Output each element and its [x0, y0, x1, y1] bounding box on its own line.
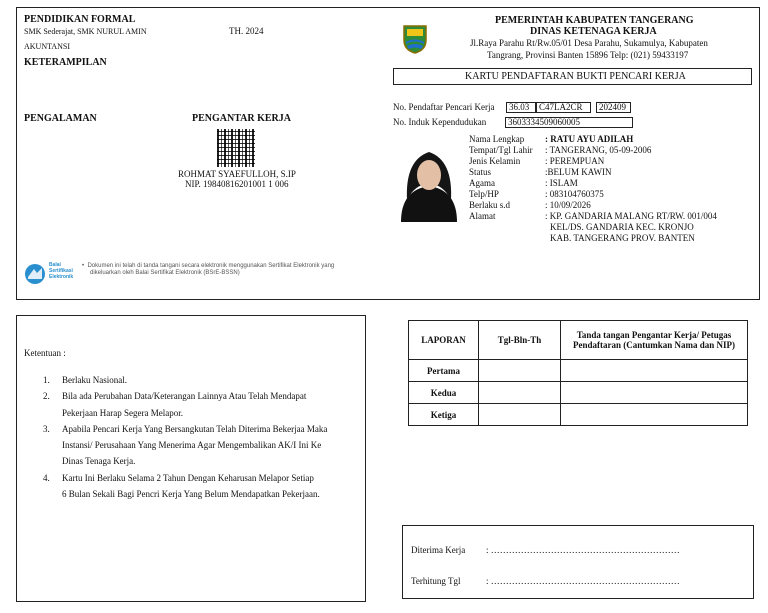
school-name: SMK Sederajat, SMK NURUL AMIN	[24, 27, 147, 36]
person-field-value: : 10/09/2026	[545, 200, 591, 210]
bsre-note-line: dikeluarkan oleh Balai Sertifikat Elektronik (BSrE-BSSN)	[90, 270, 240, 276]
bsre-note-text: Dokumen ini telah di tanda tangani secara elektronik menggunakan Sertifikat Elektronik yang	[87, 263, 335, 269]
laporan-signature-cell	[561, 360, 748, 382]
laporan-signature-cell	[561, 404, 748, 426]
person-row	[469, 211, 759, 222]
laporan-header: Tgl-Bln-Th	[479, 321, 561, 360]
no-pendaftar-part: C47LA2CR	[536, 102, 591, 113]
person-field-value: : PEREMPUAN	[545, 156, 605, 166]
ketentuan-item-text	[62, 470, 320, 503]
bsre-logo-line: Sertifikasi	[49, 268, 73, 274]
ketentuan-item-text	[62, 372, 127, 388]
ketentuan-item-line: Dinas Tenaga Kerja.	[62, 456, 136, 467]
major: AKUNTANSI	[24, 42, 71, 51]
ketentuan-item-number: 2.	[43, 391, 50, 402]
ketentuan-item-number: 1.	[43, 375, 50, 385]
person-row	[469, 189, 759, 200]
person-field-label: Nama Lengkap	[469, 134, 525, 144]
no-pendaftar-part: 36.03	[506, 102, 536, 113]
header-line-1: PEMERINTAH KABUPATEN TANGERANG	[495, 15, 694, 26]
alamat-continuation: KEL/DS. GANDARIA KEC. KRONJO	[550, 222, 694, 232]
laporan-date-cell	[479, 360, 561, 382]
laporan-date-cell	[479, 404, 561, 426]
person-field-value: : KP. GANDARIA MALANG RT/RW. 001/004	[545, 211, 717, 221]
person-row	[469, 145, 759, 156]
ketentuan-item-line: 6 Bulan Sekali Bagi Pencri Kerja Yang Belum Mendapatkan Pekerjaan.	[62, 489, 320, 500]
person-field-label: Telp/HP	[469, 189, 499, 199]
ketentuan-item-line: Kartu Ini Berlaku Selama 2 Tahun Dengan Keharusan Melapor Setiap	[62, 472, 314, 483]
ketentuan-item-text	[62, 388, 306, 421]
person-field-value: : 083104760375	[545, 189, 604, 199]
person-field-value: : RATU AYU ADILAH	[545, 134, 634, 144]
no-pendaftar-label: No. Pendaftar Pencari Kerja	[393, 102, 495, 112]
laporan-table	[408, 320, 748, 426]
laporan-row-label: Pertama	[409, 360, 479, 382]
header-address-2: Tangrang, Provinsi Banten 15896 Telp: (021) 59433197	[487, 50, 689, 60]
officer-name: ROHMAT SYAEFULLOH, S.IP	[178, 169, 296, 179]
ketentuan-item-line: Berlaku Nasional.	[62, 375, 127, 385]
person-field-label: Jenis Kelamin	[469, 156, 521, 166]
person-field-label: Agama	[469, 178, 495, 188]
person-row	[469, 178, 759, 189]
card-title: KARTU PENDAFTARAN BUKTI PENCARI KERJA	[465, 71, 686, 82]
graduation-year: TH. 2024	[229, 26, 264, 36]
ketentuan-item-line: Apabila Pencari Kerja Yang Bersangkutan Telah Diterima Bekerjaa Maka	[62, 423, 328, 434]
diterima-label: Diterima Kerja	[411, 545, 466, 555]
person-field-label: Berlaku s.d	[469, 200, 510, 210]
diterima-box	[402, 525, 754, 599]
person-field-label: Tempat/Tgl Lahir	[469, 145, 533, 155]
person-field-label: Status	[469, 167, 492, 177]
alamat-continuation: KAB. TANGERANG PROV. BANTEN	[550, 233, 695, 243]
bsre-logo	[24, 262, 82, 286]
laporan-header: LAPORAN	[409, 321, 479, 360]
keterampilan-title: KETERAMPILAN	[24, 57, 107, 68]
kabupaten-emblem-icon	[402, 24, 428, 54]
diterima-value: : ………………………………………………………	[486, 545, 680, 555]
terhitung-value: : ………………………………………………………	[486, 576, 680, 586]
no-pendaftar-part: 202409	[596, 102, 631, 113]
person-row	[469, 200, 759, 211]
person-row	[469, 167, 759, 178]
ketentuan-title: Ketentuan :	[24, 348, 66, 358]
header-address-1: Jl.Raya Parahu Rt/Rw.05/01 Desa Parahu, Sukamulya, Kabupaten	[470, 38, 708, 48]
person-field-label: Alamat	[469, 211, 496, 221]
bsre-logo-line: Elektronik	[49, 274, 74, 280]
nik-label: No. Induk Kependudukan	[393, 117, 487, 127]
ketentuan-item-line: Instansi/ Perusahaan Yang Menerima Agar Mengembalikan AK/I Ini Ke	[62, 440, 322, 451]
laporan-row-label: Kedua	[409, 382, 479, 404]
laporan-row-label: Ketiga	[409, 404, 479, 426]
terhitung-label: Terhitung Tgl	[411, 576, 461, 586]
laporan-signature-cell	[561, 382, 748, 404]
pengantar-title: PENGANTAR KERJA	[192, 113, 291, 124]
person-field-value: : ISLAM	[545, 178, 578, 188]
ketentuan-item-number: 4.	[43, 472, 50, 483]
ketentuan-item-line: Bila ada Perubahan Data/Keterangan Lainnya Atau Telah Mendapat	[62, 391, 307, 402]
ketentuan-item	[43, 421, 363, 470]
officer-nip: NIP. 19840816201001 1 006	[185, 179, 289, 189]
bsre-note	[82, 263, 334, 277]
applicant-photo	[393, 140, 465, 222]
person-details	[469, 134, 759, 244]
ketentuan-item	[43, 470, 363, 503]
nik-value: 3603334509060005	[505, 117, 633, 128]
ketentuan-list	[43, 372, 363, 502]
header-line-2: DINAS KETENAGA KERJA	[530, 26, 657, 37]
pengalaman-title: PENGALAMAN	[24, 113, 97, 124]
ketentuan-item-text	[62, 421, 327, 470]
bsre-logo-line: Balai	[49, 262, 61, 268]
person-row	[469, 134, 759, 145]
person-field-value: : TANGERANG, 05-09-2006	[545, 145, 652, 155]
ketentuan-item-line: Pekerjaan Harap Segera Melapor.	[62, 407, 183, 418]
bsre-note-line: • Dokumen ini telah di tanda tangani secara elektronik menggunakan Sertifikat Elektronik yang	[82, 263, 335, 269]
ketentuan-item	[43, 388, 363, 421]
person-row	[469, 156, 759, 167]
laporan-date-cell	[479, 382, 561, 404]
laporan-header: Tanda tangan Pengantar Kerja/ Petugas Pendaftaran (Cantumkan Nama dan NIP)	[561, 321, 748, 360]
ketentuan-item	[43, 372, 363, 388]
person-field-value: :BELUM KAWIN	[545, 167, 612, 177]
pendidikan-title: PENDIDIKAN FORMAL	[24, 14, 136, 25]
signature-qr-code	[217, 129, 255, 167]
ketentuan-item-number: 3.	[43, 423, 50, 434]
